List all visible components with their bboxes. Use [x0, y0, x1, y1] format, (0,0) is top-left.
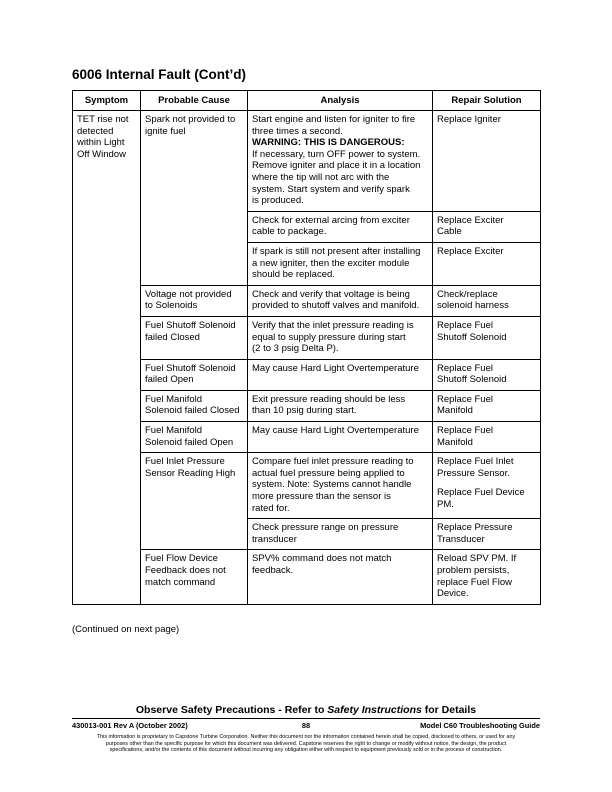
analysis-line: If necessary, turn OFF power to system.: [252, 148, 421, 160]
symptom-line: TET rise not: [77, 114, 129, 125]
symptom-line: within Light: [77, 137, 125, 149]
footer-divider: [72, 718, 540, 719]
cause-line: Fuel Manifold: [145, 425, 203, 437]
column-header-repair-solution: Repair Solution: [433, 91, 541, 111]
repair-line: Manifold: [437, 405, 473, 417]
symptom-cell: [73, 111, 141, 605]
repair-line: Replace Igniter: [437, 114, 501, 125]
cause-line: to Solenoids: [145, 300, 198, 312]
analysis-line: provided to shutoff valves and manifold.: [252, 300, 420, 312]
analysis-line: Check for external arcing from exciter: [252, 214, 410, 226]
probable-cause-cell: [141, 422, 248, 453]
table-row: [73, 453, 541, 519]
repair-line: Check/replace: [437, 288, 498, 300]
repair-line: Pressure Sensor.: [437, 467, 510, 479]
table-body: [73, 111, 541, 605]
cause-line: ignite fuel: [145, 125, 186, 137]
analysis-line: transducer: [252, 533, 297, 545]
repair-line: Replace Fuel Inlet: [437, 456, 514, 468]
page-title: 6006 Internal Fault (Cont’d): [72, 67, 247, 82]
analysis-line: system. Note: Systems cannot handle: [252, 479, 412, 491]
repair-line: Device.: [437, 588, 469, 600]
cause-line: Spark not provided to: [145, 114, 236, 125]
table-row: [73, 390, 541, 421]
document-revision: 430013-001 Rev A (October 2002): [72, 721, 188, 730]
analysis-line: If spark is still not present after installing: [252, 245, 421, 257]
table-row: [73, 316, 541, 359]
table-row: [73, 359, 541, 390]
analysis-cell: [248, 285, 433, 316]
safety-suffix: for Details: [421, 704, 477, 716]
repair-line: Shutoff Solenoid: [437, 331, 507, 343]
repair-line: Replace Exciter: [437, 245, 504, 257]
safety-prefix: Observe Safety Precautions - Refer to: [135, 704, 328, 716]
analysis-cell: [248, 453, 433, 519]
cause-line: failed Closed: [145, 331, 200, 343]
table-row: [73, 550, 541, 604]
analysis-line: where the tip will not arc with the: [252, 171, 390, 183]
analysis-line: May cause Hard Light Overtemperature: [252, 425, 419, 437]
analysis-cell: [248, 316, 433, 359]
cause-line: failed Open: [145, 374, 194, 386]
probable-cause-cell: [141, 285, 248, 316]
symptom-line: Off Window: [77, 148, 126, 160]
analysis-cell: [248, 550, 433, 604]
analysis-line: equal to supply pressure during start: [252, 331, 406, 343]
continued-note: (Continued on next page): [72, 624, 180, 635]
table-row: [73, 285, 541, 316]
repair-line: Replace Fuel Device: [437, 487, 525, 499]
cause-line: Fuel Inlet Pressure: [145, 456, 225, 468]
document-title: Model C60 Troubleshooting Guide: [420, 721, 540, 730]
probable-cause-cell: [141, 316, 248, 359]
probable-cause-cell: [141, 111, 248, 286]
analysis-cell: [248, 211, 433, 242]
symptom-line: detected: [77, 125, 114, 137]
cause-line: Solenoid failed Open: [145, 436, 234, 448]
spacer: [437, 479, 536, 487]
repair-solution-cell: [433, 285, 541, 316]
column-header-analysis: Analysis: [248, 91, 433, 111]
warning-label: WARNING: THIS IS DANGEROUS:: [252, 137, 405, 149]
legal-disclaimer: [56, 734, 556, 754]
analysis-line: rated for.: [252, 502, 290, 514]
analysis-cell: [248, 242, 433, 285]
repair-line: Replace Exciter: [437, 214, 504, 226]
analysis-line: May cause Hard Light Overtemperature: [252, 362, 419, 374]
analysis-line: should be replaced.: [252, 269, 335, 281]
repair-solution-cell: [433, 519, 541, 550]
repair-line: solenoid harness: [437, 300, 509, 312]
analysis-line: Verify that the inlet pressure reading is: [252, 319, 414, 331]
analysis-line: Start engine and listen for igniter to fire: [252, 114, 416, 125]
repair-line: Replace Fuel: [437, 362, 493, 374]
legal-line: purposes other than the specific purpose for which this document was delivered. Capstone reserves the right to change or modify without notice, the design, the product: [105, 740, 507, 747]
repair-solution-cell: [433, 211, 541, 242]
cause-line: Feedback does not: [145, 565, 226, 576]
analysis-line: Remove igniter and place it in a location: [252, 160, 421, 172]
analysis-line: Exit pressure reading should be less: [252, 393, 406, 405]
repair-solution-cell: [433, 111, 541, 212]
cause-line: Solenoid failed Closed: [145, 405, 240, 417]
column-header-probable-cause: Probable Cause: [141, 91, 248, 111]
repair-line: Transducer: [437, 533, 485, 545]
repair-line: Replace Pressure: [437, 522, 513, 534]
repair-line: Replace Fuel: [437, 425, 493, 437]
repair-line: Shutoff Solenoid: [437, 374, 507, 386]
repair-line: Cable: [437, 226, 462, 238]
repair-solution-cell: [433, 359, 541, 390]
table-header-row: [73, 91, 541, 111]
repair-solution-cell: [433, 316, 541, 359]
cause-line: match command: [145, 576, 216, 588]
analysis-line: than 10 psig during start.: [252, 405, 357, 417]
repair-line: Reload SPV PM. If: [437, 553, 517, 565]
table-row: [73, 111, 541, 212]
column-header-symptom: Symptom: [73, 91, 141, 111]
legal-line: specifications, and/or the contents of this document without incurring any obligation either with respect to equipment previously sold or in the process of construction.: [109, 747, 503, 754]
analysis-line: SPV% command does not match: [252, 553, 392, 565]
cause-line: Voltage not provided: [145, 288, 232, 300]
analysis-cell: [248, 390, 433, 421]
safety-notice: [0, 704, 612, 716]
analysis-line: feedback.: [252, 565, 294, 576]
cause-line: Sensor Reading High: [145, 467, 236, 479]
repair-solution-cell: [433, 422, 541, 453]
analysis-line: cable to package.: [252, 226, 327, 238]
probable-cause-cell: [141, 390, 248, 421]
repair-line: Manifold: [437, 436, 473, 448]
cause-line: Fuel Shutoff Solenoid: [145, 319, 236, 331]
analysis-line: actual fuel pressure being applied to: [252, 467, 405, 479]
repair-line: Replace Fuel: [437, 319, 493, 331]
repair-solution-cell: [433, 453, 541, 519]
analysis-line: system. Start system and verify spark: [252, 183, 410, 195]
cause-line: Fuel Flow Device: [145, 553, 218, 565]
safety-emphasis: Safety Instructions: [327, 704, 422, 716]
cause-line: Fuel Manifold: [145, 393, 203, 405]
analysis-line: (2 to 3 psig Delta P).: [252, 343, 339, 355]
repair-line: PM.: [437, 499, 454, 511]
fault-table: [72, 90, 541, 605]
analysis-cell: [248, 519, 433, 550]
analysis-line: is produced.: [252, 195, 304, 207]
probable-cause-cell: [141, 359, 248, 390]
repair-line: Replace Fuel: [437, 393, 493, 405]
repair-solution-cell: [433, 390, 541, 421]
analysis-line: three times a second.: [252, 125, 343, 137]
repair-solution-cell: [433, 242, 541, 285]
table-row: [73, 422, 541, 453]
legal-line: This information is proprietary to Capstone Turbine Corporation. Neither this document nor the information contained herein shall be copied, disclosed to others, or used for any: [96, 734, 516, 740]
probable-cause-cell: [141, 550, 248, 604]
probable-cause-cell: [141, 453, 248, 550]
analysis-cell: [248, 422, 433, 453]
analysis-line: a new igniter, then the exciter module: [252, 257, 410, 269]
analysis-line: Compare fuel inlet pressure reading to: [252, 456, 414, 468]
repair-line: replace Fuel Flow: [437, 576, 512, 588]
repair-line: problem persists,: [437, 565, 510, 576]
analysis-line: Check pressure range on pressure: [252, 522, 399, 534]
analysis-line: more pressure than the sensor is: [252, 491, 391, 503]
page-number: 88: [301, 721, 311, 730]
cause-line: Fuel Shutoff Solenoid: [145, 362, 236, 374]
repair-solution-cell: [433, 550, 541, 604]
analysis-line: Check and verify that voltage is being: [252, 288, 410, 300]
analysis-cell: [248, 111, 433, 212]
analysis-cell: [248, 359, 433, 390]
